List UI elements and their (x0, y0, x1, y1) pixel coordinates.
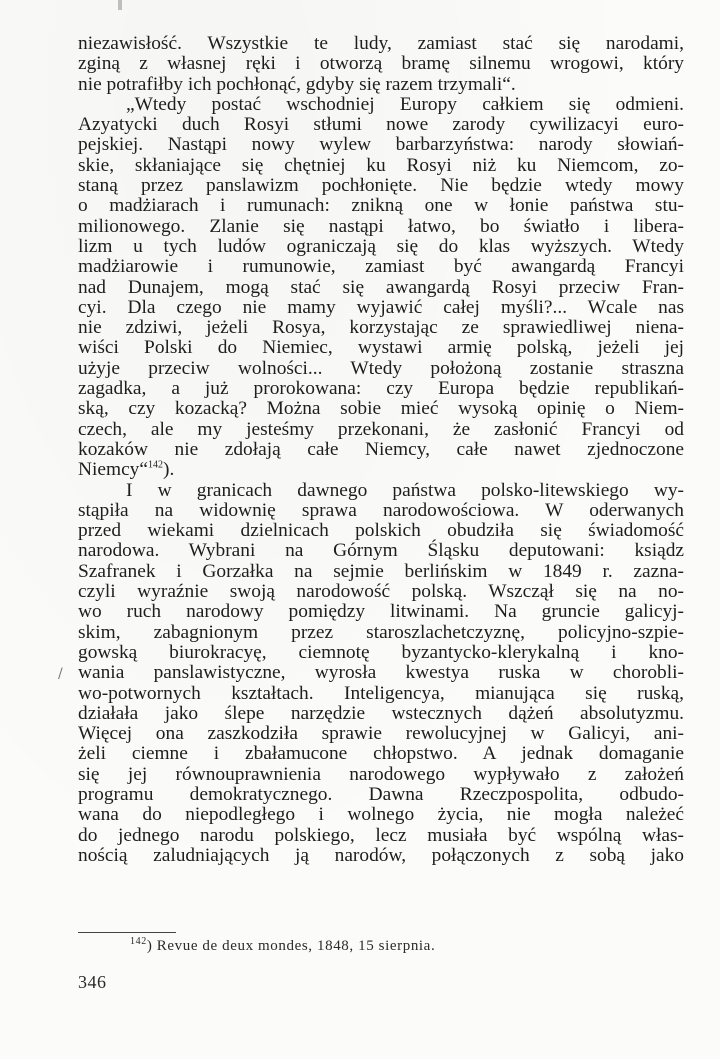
text-line: lizm u tych ludów ograniczają się do klas wyższych. Wtedy (78, 235, 684, 257)
text-line: ską, czy kozacką? Można sobie mieć wysoką opinię o Niem- (78, 398, 684, 420)
text-line: niezawisłość. Wszystkie te ludy, zamiast stać się narodami, (78, 33, 684, 54)
text-line: żeli ciemne i zbałamucone chłopstwo. A jednak domaganie (78, 743, 684, 765)
footnote-divider (78, 932, 176, 933)
text-line: o madżiarach i rumunach: znikną one w łonie państwa stu- (78, 195, 684, 217)
quote-end-text: Niemcy“ (78, 459, 148, 481)
text-line: I w granicach dawnego państwa polsko-litewskiego wy- (126, 479, 684, 501)
footnote-text: ) Revue de deux mondes, 1848, 15 sierpnia. (146, 938, 436, 954)
page-number: 346 (78, 972, 107, 992)
text-line: wiści Polski do Niemiec, wystawi armię polską, jeżeli jej (78, 337, 684, 359)
text-line: narodowa. Wybrani na Górnym Śląsku deputowani: ksiądz (78, 540, 684, 562)
text-line: do jednego narodu polskiego, lecz musiała być wspólną włas- (78, 824, 684, 846)
text-line: staną przez panslawizm pochłonięte. Nie będzie wtedy mowy (78, 175, 684, 197)
text-line: skim, zabagnionym przez staroszlachetczyznę, policyjno-szpie- (78, 621, 684, 643)
text-line: cyi. Dla czego nie mamy wyjawić całej myśli?... Wcale nas (78, 296, 684, 318)
text-line: milionowego. Zlanie się nastąpi łatwo, bo światło i libera- (78, 215, 684, 237)
text-line: Azyatycki duch Rosyi stłumi nowe zarody cywilizacyi euro- (78, 114, 684, 136)
text-line: wania panslawistyczne, wyrosła kwestya ruska w chorobli- (78, 662, 684, 684)
text-line: Szafranek i Gorzałka na sejmie berlińskim w 1849 r. zazna- (78, 560, 684, 582)
text-line: kozaków nie zdołają całe Niemcy, całe nawet zjednoczone (78, 438, 684, 460)
quote-end-close: ). (163, 459, 175, 481)
footnote-reference: 142 (148, 459, 163, 471)
scan-artifact (118, 0, 122, 10)
text-line: się jej równouprawnienia narodowego wypływało z założeń (78, 763, 684, 785)
text-line: czech, ale my jesteśmy przekonani, że zasłonić Francyi od (78, 418, 684, 440)
text-line: stąpiła na widownię sprawa narodowościowa. W oderwanych (78, 499, 684, 521)
text-line: Więcej ona zaszkodziła sprawie rewolucyjnej w Galicyi, ani- (78, 723, 684, 745)
text-line: nością zaludniających ją narodów, połączonych z sobą jako (78, 844, 684, 866)
text-line: wo-potwornych kształtach. Inteligencya, mianująca się ruską, (78, 682, 684, 704)
text-line: przed wiekami dzielnicach polskich obudziła się świadomość (78, 520, 684, 542)
text-line: zginą z własnej ręki i otworzą bramę silnemu wrogowi, który (78, 53, 684, 75)
text-line: nad Dunajem, mogą stać się awangardą Rosyi przeciw Fran- (78, 276, 684, 298)
text-line: nie zdziwi, jeżeli Rosya, korzystając ze sprawiedliwej niena- (78, 317, 684, 339)
text-line: wo ruch narodowy pomiędzy litwinami. Na gruncie galicyj- (78, 601, 684, 623)
footnote-marker: 142 (130, 936, 147, 947)
text-line: pejskiej. Nastąpi nowy wylew barbarzyństwa: narody słowiań- (78, 134, 684, 156)
margin-pencil-mark: / (58, 666, 63, 682)
quote-end-line (78, 460, 684, 480)
text-line: skie, skłaniające się chętniej ku Rosyi niż ku Niemcom, zo- (78, 154, 684, 176)
text-line: gowską biurokracyę, ciemnotę byzantycko-klerykalną i kno- (78, 641, 684, 663)
text-line: madżiarowie i rumunowie, zamiast być awangardą Francyi (78, 256, 684, 278)
text-line: „Wtedy postać wschodniej Europy całkiem się odmieni. (126, 93, 684, 115)
text-line: czyli wyraźnie swoją narodowość polską. Wszczął się na no- (78, 581, 684, 603)
footnote (130, 938, 435, 955)
text-line: działała jako ślepe narzędzie wstecznych dążeń absolutyzmu. (78, 702, 684, 724)
text-line: zagadka, a już prorokowana: czy Europa będzie republikań- (78, 378, 684, 400)
text-line: nie potrafiłby ich pochłonąć, gdyby się razem trzymali“. (78, 73, 516, 95)
text-line: wana do niepodległego i wolnego życia, nie mogła należeć (78, 804, 684, 826)
text-line: użyje przeciw wolności... Wtedy położoną zostanie straszna (78, 357, 684, 379)
body-text (78, 34, 684, 866)
text-line: programu demokratycznego. Dawna Rzeczpospolita, odbudo- (78, 783, 684, 805)
